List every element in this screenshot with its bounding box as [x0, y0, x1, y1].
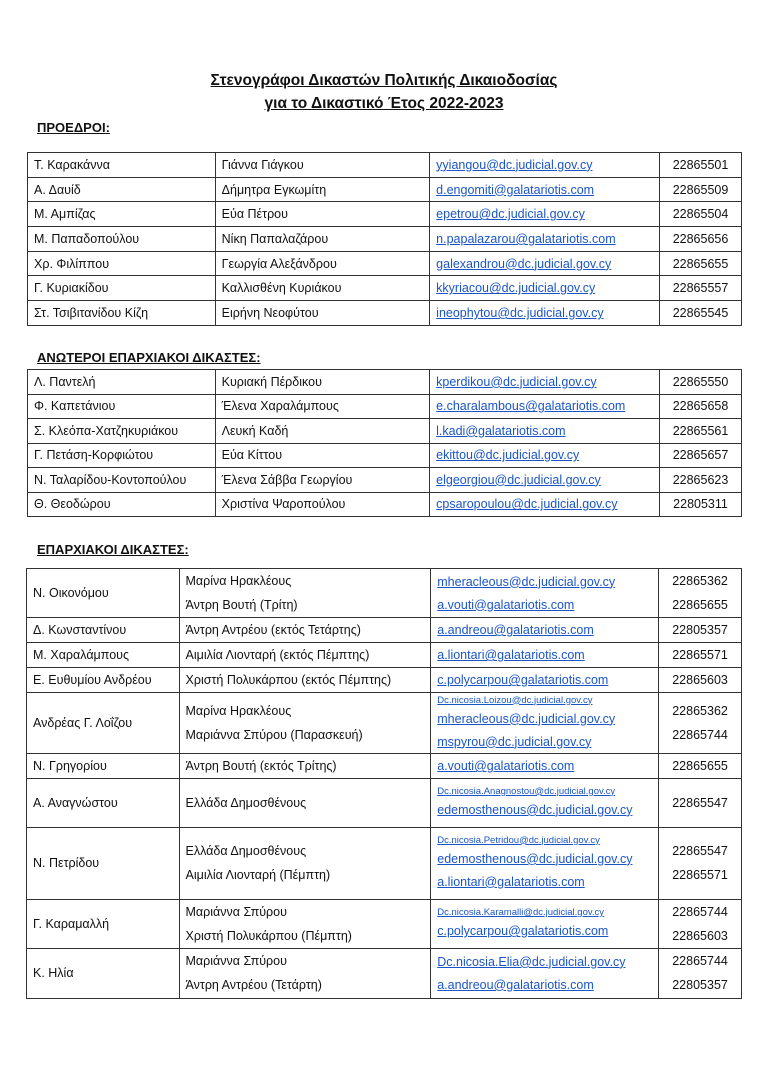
phone-number: 22865657	[660, 443, 742, 468]
stenographer-name: Εύα Κίττου	[215, 443, 430, 468]
email-line	[437, 570, 652, 593]
judge-name: Α. Αναγνώστου	[27, 779, 180, 828]
stenographer-cell	[179, 569, 431, 618]
stenographer-name: Καλλισθένη Κυριάκου	[215, 276, 430, 301]
stenographer-name: Άντρη Βουτή (Τρίτη)	[185, 598, 298, 612]
email-line	[437, 707, 652, 730]
stenographer-name: Ειρήνη Νεοφύτου	[215, 301, 430, 326]
judge-name: Κ. Ηλία	[27, 949, 180, 999]
table-row	[27, 643, 742, 668]
email-line	[437, 847, 652, 870]
stenographer-name: Μαριάννα Σπύρου	[185, 954, 287, 969]
judge-name: Ανδρέας Γ. Λοΐζου	[27, 693, 180, 754]
court-email-line	[437, 784, 652, 798]
phone-number: 22865655	[672, 598, 728, 612]
stenographer-name: Χριστίνα Ψαροπούλου	[215, 492, 430, 517]
stenographer-name: Λευκή Καδή	[215, 419, 430, 444]
judge-name: Ν. Οικονόμου	[27, 569, 180, 618]
phone-number: 22865501	[660, 153, 742, 178]
table-row	[28, 443, 742, 468]
judge-name: Ε. Ευθυμίου Ανδρέου	[27, 668, 180, 693]
email-cell	[430, 251, 660, 276]
judge-name: Λ. Παντελή	[28, 370, 216, 395]
table-row	[27, 900, 742, 949]
table-row	[28, 492, 742, 517]
email-link[interactable]: a.liontari@galatariotis.com	[437, 874, 585, 889]
table-row	[27, 827, 742, 900]
section-heading-senior-district-judges: ΑΝΩΤΕΡΟΙ ΕΠΑΡΧΙΑΚΟΙ ΔΙΚΑΣΤΕΣ:	[37, 350, 261, 365]
stenographer-name: Μαρίνα Ηρακλέους	[185, 574, 292, 588]
email-link[interactable]: mspyrou@dc.judicial.gov.cy	[437, 734, 592, 749]
stenographer-name: Έλενα Χαραλάμπους	[215, 394, 430, 419]
email-line	[437, 950, 652, 973]
judge-name: Α. Δαυίδ	[28, 177, 216, 202]
email-link[interactable]: Dc.nicosia.Elia@dc.judicial.gov.cy	[437, 954, 626, 969]
phone-number: 22865744	[672, 905, 728, 919]
phone-number: 22865655	[672, 759, 728, 773]
table-row	[27, 668, 742, 693]
phone-cell	[659, 693, 742, 754]
email-cell	[430, 492, 660, 517]
table-row	[28, 153, 742, 178]
document-title-line-1: Στενογράφοι Δικαστών Πολιτικής Δικαιοδοσίας	[210, 72, 558, 89]
email-cell	[431, 949, 659, 999]
email-cell	[431, 569, 659, 618]
table-row	[28, 177, 742, 202]
judge-name: Ν. Γρηγορίου	[27, 754, 180, 779]
stenographer-name: Χριστή Πολυκάρπου (Πέμπτη)	[185, 929, 352, 943]
email-line	[437, 798, 652, 821]
email-cell	[430, 153, 660, 178]
judge-name: Ν. Πετρίδου	[27, 827, 180, 900]
email-line	[437, 730, 652, 753]
email-cell	[431, 779, 659, 828]
email-line	[437, 870, 652, 893]
court-email-link[interactable]: Dc.nicosia.Petridou@dc.judicial.gov.cy	[437, 834, 600, 846]
stenographer-name: Άντρη Αντρέου (Τετάρτη)	[185, 978, 322, 993]
email-cell	[431, 693, 659, 754]
phone-cell	[659, 643, 742, 668]
phone-number: 22805357	[672, 623, 728, 637]
judge-name: Μ. Αμπίζας	[28, 202, 216, 227]
email-link[interactable]: c.polycarpou@galatariotis.com	[437, 673, 609, 687]
judge-name: Γ. Πετάση-Κορφιώτου	[28, 443, 216, 468]
stenographer-name: Αιμιλία Λιονταρή (εκτός Πέμπτης)	[185, 648, 370, 662]
email-link[interactable]: kkyriacou@dc.judicial.gov.cy	[436, 281, 596, 296]
phone-number: 22865509	[660, 177, 742, 202]
stenographer-name: Άντρη Βουτή (εκτός Τρίτης)	[185, 759, 337, 773]
phone-number: 22865561	[660, 419, 742, 444]
judge-name: Στ. Τσιβιτανίδου Κίζη	[28, 301, 216, 326]
stenographer-cell	[179, 754, 431, 779]
email-line	[437, 669, 652, 692]
table-row	[27, 693, 742, 754]
judge-name: Σ. Κλεόπα-Χατζηκυριάκου	[28, 419, 216, 444]
court-email-link[interactable]: Dc.nicosia.Karamalli@dc.judicial.gov.cy	[437, 907, 605, 918]
table-row	[28, 202, 742, 227]
email-link[interactable]: ineophytou@dc.judicial.gov.cy	[436, 305, 604, 320]
table-row	[28, 468, 742, 493]
phone-number: 22865362	[672, 704, 728, 718]
email-link[interactable]: a.liontari@galatariotis.com	[437, 648, 585, 662]
phone-number: 22865744	[672, 954, 728, 969]
email-cell	[431, 754, 659, 779]
email-link[interactable]: d.engomiti@galatariotis.com	[436, 182, 595, 197]
stenographer-name: Μαριάννα Σπύρου	[185, 905, 287, 919]
email-cell	[431, 668, 659, 693]
table-row	[28, 276, 742, 301]
email-link[interactable]: yyiangou@dc.judicial.gov.cy	[436, 157, 593, 172]
email-link[interactable]: kperdikou@dc.judicial.gov.cy	[436, 374, 597, 389]
stenographer-name: Δήμητρα Εγκωμίτη	[215, 177, 430, 202]
email-cell	[430, 227, 660, 252]
judge-name: Δ. Κωνσταντίνου	[27, 618, 180, 643]
phone-number: 22865623	[660, 468, 742, 493]
email-cell	[430, 394, 660, 419]
phone-number: 22805311	[660, 492, 742, 517]
phone-number: 22865362	[672, 574, 728, 588]
phone-number: 22865571	[672, 868, 728, 883]
phone-number: 22865504	[660, 202, 742, 227]
email-line	[437, 644, 652, 667]
phone-cell	[659, 779, 742, 828]
phone-cell	[659, 827, 742, 900]
email-cell	[430, 301, 660, 326]
table-row	[27, 949, 742, 999]
stenographer-cell	[179, 949, 431, 999]
email-link[interactable]: mheracleous@dc.judicial.gov.cy	[437, 574, 616, 589]
table-row	[28, 370, 742, 395]
section-heading-district-judges: ΕΠΑΡΧΙΑΚΟΙ ΔΙΚΑΣΤΕΣ:	[37, 542, 189, 557]
presidents-table	[27, 152, 742, 326]
table-row	[27, 569, 742, 618]
email-cell	[430, 177, 660, 202]
court-email-line	[437, 693, 652, 707]
stenographer-name: Ελλάδα Δημοσθένους	[185, 795, 307, 810]
stenographer-cell	[179, 618, 431, 643]
judge-name: Θ. Θεοδώρου	[28, 492, 216, 517]
phone-number: 22865603	[672, 673, 728, 687]
email-cell	[431, 618, 659, 643]
email-link[interactable]: edemosthenous@dc.judicial.gov.cy	[437, 851, 633, 866]
phone-number: 22805357	[672, 978, 728, 993]
email-link[interactable]: e.charalambous@galatariotis.com	[436, 399, 626, 414]
phone-number: 22865571	[672, 648, 728, 662]
stenographer-name: Ελλάδα Δημοσθένους	[185, 844, 307, 859]
table-row	[28, 251, 742, 276]
email-cell	[430, 468, 660, 493]
court-email-line	[437, 833, 652, 847]
email-line	[437, 619, 652, 642]
table-row	[28, 301, 742, 326]
email-link[interactable]: cpsaropoulou@dc.judicial.gov.cy	[436, 497, 618, 512]
table-row	[27, 618, 742, 643]
judge-name: Ν. Ταλαρίδου-Κοντοπούλου	[28, 468, 216, 493]
email-cell	[430, 370, 660, 395]
email-link[interactable]: a.andreou@galatariotis.com	[437, 977, 594, 992]
stenographer-name: Νίκη Παπαλαζάρου	[215, 227, 430, 252]
phone-cell	[659, 900, 742, 949]
email-line	[437, 755, 652, 778]
email-link[interactable]: l.kadi@galatariotis.com	[436, 423, 566, 438]
email-line	[437, 593, 652, 616]
stenographer-cell	[179, 643, 431, 668]
phone-number: 22865744	[672, 728, 728, 742]
judge-name: Γ. Κυριακίδου	[28, 276, 216, 301]
stenographer-cell	[179, 668, 431, 693]
court-email-link[interactable]: Dc.nicosia.Loizou@dc.judicial.gov.cy	[437, 694, 593, 706]
stenographer-name: Γιάννα Γιάγκου	[215, 153, 430, 178]
judge-name: Μ. Παπαδοπούλου	[28, 227, 216, 252]
phone-number: 22865603	[672, 929, 728, 943]
email-cell	[430, 419, 660, 444]
email-link[interactable]: ekittou@dc.judicial.gov.cy	[436, 448, 580, 463]
email-cell	[430, 276, 660, 301]
phone-number: 22865655	[660, 251, 742, 276]
email-link[interactable]: c.polycarpou@galatariotis.com	[437, 924, 609, 938]
stenographer-name: Αιμιλία Λιονταρή (Πέμπτη)	[185, 868, 331, 883]
email-cell	[430, 443, 660, 468]
email-link[interactable]: a.vouti@galatariotis.com	[437, 597, 575, 612]
phone-number: 22865550	[660, 370, 742, 395]
email-line	[437, 973, 652, 996]
stenographer-name: Εύα Πέτρου	[215, 202, 430, 227]
phone-number: 22865658	[660, 394, 742, 419]
phone-cell	[659, 569, 742, 618]
email-link[interactable]: epetrou@dc.judicial.gov.cy	[436, 207, 585, 222]
phone-cell	[659, 668, 742, 693]
judge-name: Μ. Χαραλάμπους	[27, 643, 180, 668]
phone-number: 22865547	[672, 795, 728, 810]
court-email-line	[437, 906, 652, 920]
stenographer-name: Μαρίνα Ηρακλέους	[185, 704, 292, 718]
stenographer-cell	[179, 900, 431, 949]
stenographer-name: Γεωργία Αλεξάνδρου	[215, 251, 430, 276]
judge-name: Γ. Καραμαλλή	[27, 900, 180, 949]
email-cell	[431, 827, 659, 900]
email-link[interactable]: a.andreou@galatariotis.com	[437, 623, 594, 637]
email-link[interactable]: edemosthenous@dc.judicial.gov.cy	[437, 802, 633, 817]
email-cell	[430, 202, 660, 227]
stenographer-name: Κυριακή Πέρδικου	[215, 370, 430, 395]
stenographer-name: Χριστή Πολυκάρπου (εκτός Πέμπτης)	[185, 673, 392, 687]
judge-name: Φ. Καπετάνιου	[28, 394, 216, 419]
stenographer-name: Μαριάννα Σπύρου (Παρασκευή)	[185, 728, 363, 742]
section-heading-presidents: ΠΡΟΕΔΡΟΙ:	[37, 120, 110, 135]
table-row	[28, 227, 742, 252]
stenographer-cell	[179, 693, 431, 754]
table-row	[27, 754, 742, 779]
email-cell	[431, 900, 659, 949]
table-row	[28, 394, 742, 419]
phone-number: 22865545	[660, 301, 742, 326]
phone-cell	[659, 949, 742, 999]
table-row	[27, 779, 742, 828]
email-cell	[431, 643, 659, 668]
district-judges-table	[26, 568, 742, 999]
table-row	[28, 419, 742, 444]
stenographer-cell	[179, 779, 431, 828]
senior-district-judges-table	[27, 369, 742, 517]
email-link[interactable]: n.papalazarou@galatariotis.com	[436, 231, 616, 246]
email-link[interactable]: a.vouti@galatariotis.com	[437, 759, 575, 773]
phone-number: 22865656	[660, 227, 742, 252]
phone-cell	[659, 618, 742, 643]
stenographer-name: Άντρη Αντρέου (εκτός Τετάρτης)	[185, 623, 361, 637]
phone-number: 22865557	[660, 276, 742, 301]
judge-name: Τ. Καρακάννα	[28, 153, 216, 178]
phone-cell	[659, 754, 742, 779]
phone-number: 22865547	[672, 844, 728, 859]
email-link[interactable]: mheracleous@dc.judicial.gov.cy	[437, 711, 616, 726]
judge-name: Χρ. Φιλίππου	[28, 251, 216, 276]
stenographer-cell	[179, 827, 431, 900]
court-email-link[interactable]: Dc.nicosia.Anagnostou@dc.judicial.gov.cy	[437, 785, 616, 797]
email-link[interactable]: elgeorgiou@dc.judicial.gov.cy	[436, 472, 601, 487]
stenographer-name: Έλενα Σάββα Γεωργίου	[215, 468, 430, 493]
email-line	[437, 920, 652, 943]
email-link[interactable]: galexandrou@dc.judicial.gov.cy	[436, 256, 612, 271]
document-title-line-2: για το Δικαστικό Έτος 2022-2023	[264, 95, 504, 112]
